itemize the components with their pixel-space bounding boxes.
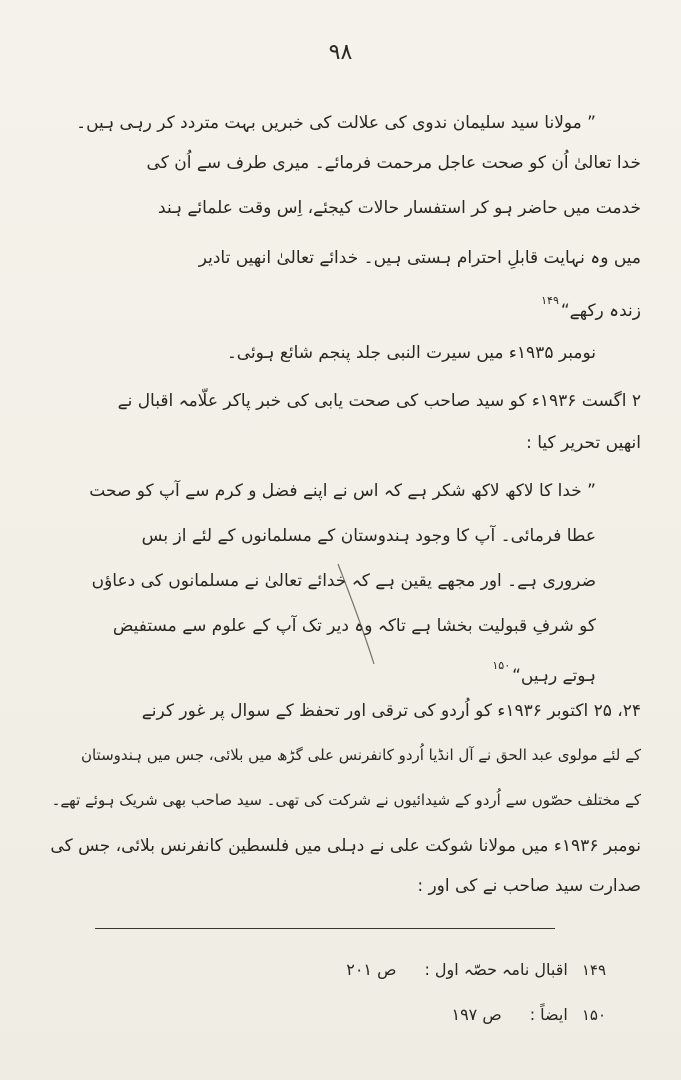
text-line: عطا فرمائی۔ آپ کا وجود ہندوستان کے مسلمانوں کے لئے از بس (141, 526, 596, 546)
text-line: کے لئے مولوی عبد الحق نے آل انڈیا اُردو کانفرنس علی گڑھ میں بلائی، جس میں ہندوستان (80, 746, 641, 764)
text-line: انھیں تحریر کیا : (526, 433, 641, 453)
text-line: ” خدا کا لاکھ لاکھ شکر ہے کہ اس نے اپنے فضل و کرم سے آپ کو صحت (89, 481, 596, 501)
page-number: ۹۸ (328, 40, 353, 65)
footnote-ref: ۱۴۹ (581, 961, 606, 979)
text-line: کو شرفِ قبولیت بخشا ہے تاکہ وہ دیر تک آپ کے علوم سے مستفیض (112, 616, 596, 636)
text-line: میں وہ نہایت قابلِ احترام ہستی ہیں۔ خدائے تعالیٰ انھیں تادیر (198, 248, 641, 268)
text-line: نومبر ۱۹۳۵ء میں سیرت النبی جلد پنجم شائع ہوئی۔ (226, 343, 596, 363)
footnote (451, 1005, 606, 1024)
text-line: ۲۴، ۲۵ اکتوبر ۱۹۳۶ء کو اُردو کی ترقی اور تحفظ کے سوال پر غور کرنے (141, 701, 641, 721)
footnote-source: اقبال نامہ حصّہ اول : (424, 960, 568, 979)
text-line: ۲ اگست ۱۹۳۶ء کو سید صاحب کی صحت یابی کی خبر پاکر علّامہ اقبال نے (117, 391, 641, 411)
text-line: صدارت سید صاحب نے کی اور : (417, 876, 641, 896)
footnote-page: ص ۱۹۷ (451, 1005, 502, 1024)
footnote-ref: ۱۵۰ (581, 1006, 606, 1024)
footnote-divider (95, 928, 555, 929)
footnote-source: ایضاً : (529, 1005, 568, 1024)
text-line: ” مولانا سید سلیمان ندوی کی علالت کی خبریں بہت متردد کر رہی ہیں۔ (76, 113, 596, 133)
pencil-stroke-mark (330, 560, 390, 670)
text-line: خدا تعالیٰ اُن کو صحت عاجل مرحمت فرمائے۔ میری طرف سے اُن کی (146, 153, 641, 173)
footnote-page: ص ۲۰۱ (346, 960, 397, 979)
text-line: ضروری ہے۔ اور مجھے یقین ہے کہ خدائے تعالیٰ نے مسلمانوں کی دعاؤں (91, 571, 596, 591)
text-line: ہوتے رہیں“$^{۱۵۰}$ (492, 659, 596, 686)
text-line: نومبر ۱۹۳۶ء میں مولانا شوکت علی نے دہلی میں فلسطین کانفرنس بلائی، جس کی (50, 836, 641, 856)
footnote-mark: ۱۴۹ (541, 294, 559, 307)
text-line: خدمت میں حاضر ہو کر استفسار حالات کیجئے، اِس وقت علمائے ہند (158, 198, 641, 218)
footnote-mark: ۱۵۰ (492, 659, 511, 672)
text-line: کے مختلف حصّوں سے اُردو کے شیدائیوں نے شرکت کی تھی۔ سید صاحب بھی شریک ہوئے تھے۔ (51, 791, 641, 809)
footnote (346, 960, 606, 979)
text-line: زندہ رکھے“$^{۱۴۹}$ (541, 294, 641, 321)
